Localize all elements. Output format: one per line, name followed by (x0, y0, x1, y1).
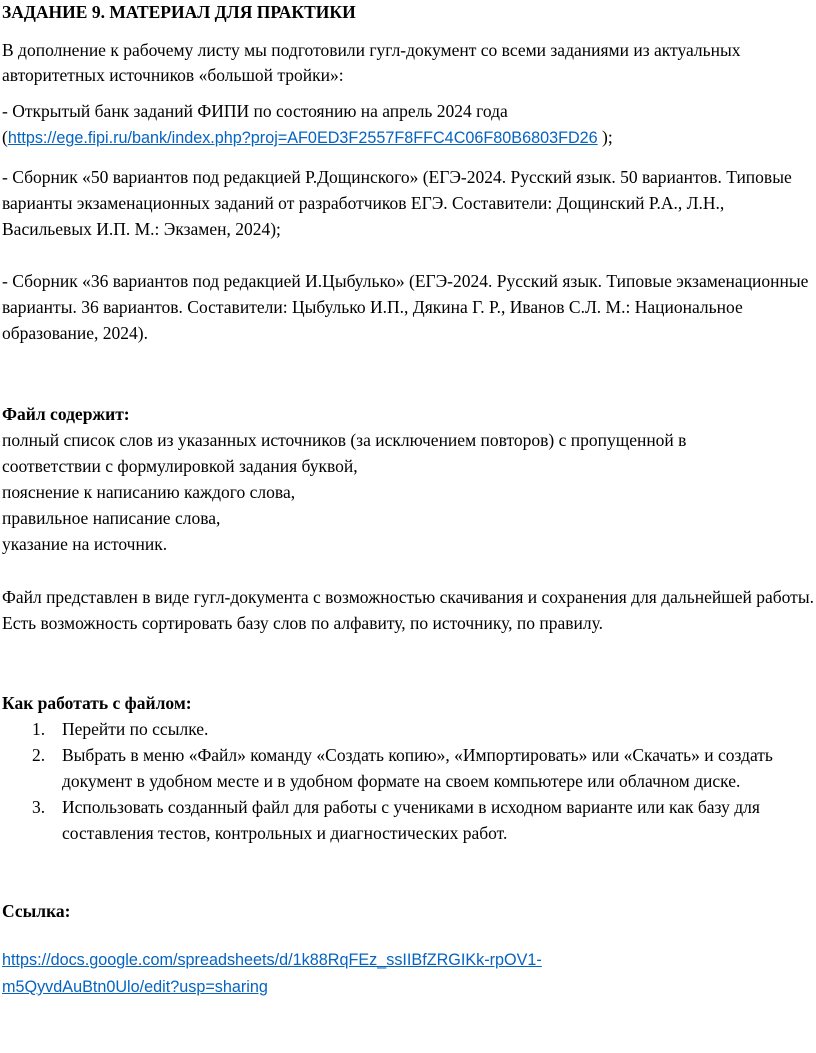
sheet-link-wrap (2, 946, 814, 1000)
format-note: Файл представлен в виде гугл-документа с возможностью скачивания и сохранения для дальнейшей работы. Есть возможность сортировать базу слов по алфавиту, по источнику, по правилу. (2, 587, 814, 633)
contents-line: полный список слов из указанных источников (за исключением повторов) с пропущенной в соответствии с формулировкой задания буквой, (2, 430, 687, 476)
source-fipi (2, 98, 814, 151)
spreadsheet-link-continued[interactable]: m5QyvdAuBtn0Ulo/edit?usp=sharing (2, 978, 268, 996)
step-text: Выбрать в меню «Файл» команду «Создать копию», «Импортировать» или «Скачать» и создать документ в удобном месте и в удобном формате на своем компьютере или облачном диске. (62, 745, 773, 791)
contents-line: пояснение к написанию каждого слова, (2, 482, 296, 502)
list-item (2, 794, 814, 846)
source-fipi-text: - Открытый банк заданий ФИПИ по состоянию на апрель 2024 года (2, 101, 508, 121)
source-fipi-link-line (2, 124, 814, 151)
open-paren: ( (2, 127, 8, 147)
source-doshchinsky: - Сборник «50 вариантов под редакцией Р.Дощинского» (ЕГЭ-2024. Русский язык. 50 вариантов. Типовые варианты экзаменационных заданий от разработчиков ЕГЭ. Составители: Дощинский Р.А., Л.Н., Васильевых И.П. М.: Экзамен, 2024); (2, 167, 792, 239)
contents-heading: Файл содержит: (2, 404, 130, 424)
contents-section (2, 401, 814, 557)
list-item (2, 742, 814, 794)
step-text: Использовать созданный файл для работы с учениками в исходном варианте или как базу для составления тестов, контрольных и диагностических работ. (62, 797, 760, 843)
fipi-bank-link[interactable]: https://ege.fipi.ru/bank/index.php?proj=AF0ED3F2557F8FFC4C06F80B6803FD26 (7, 129, 598, 147)
link-heading: Ссылка: (2, 901, 71, 921)
howto-heading: Как работать с файлом: (2, 693, 192, 713)
howto-section (2, 690, 814, 846)
howto-steps (2, 716, 814, 846)
page-title: ЗАДАНИЕ 9. МАТЕРИАЛ ДЛЯ ПРАКТИКИ (2, 2, 356, 22)
contents-line: правильное написание слова, (2, 508, 221, 528)
source-tsybulko: - Сборник «36 вариантов под редакцией И.Цыбулько» (ЕГЭ-2024. Русский язык. Типовые экзаменационные варианты. 36 вариантов. Составители: Цыбулько И.П., Дякина Г. Р., Иванов С.Л. М.: Национальное образование, 2024). (2, 271, 809, 343)
step-number: 3. (32, 797, 46, 817)
spreadsheet-link[interactable]: https://docs.google.com/spreadsheets/d/1k88RqFEz_ssIIBfZRGIKk-rpOV1- (2, 951, 542, 969)
step-number: 1. (32, 719, 46, 739)
link-section (2, 898, 814, 1000)
list-item (2, 716, 814, 742)
intro-paragraph: В дополнение к рабочему листу мы подготовили гугл-документ со всеми заданиями из актуальных авторитетных источников «большой тройки»: (2, 40, 741, 85)
contents-line: указание на источник. (2, 534, 168, 554)
step-number: 2. (32, 745, 46, 765)
step-text: Перейти по ссылке. (62, 719, 209, 739)
close-paren: ); (597, 127, 613, 147)
